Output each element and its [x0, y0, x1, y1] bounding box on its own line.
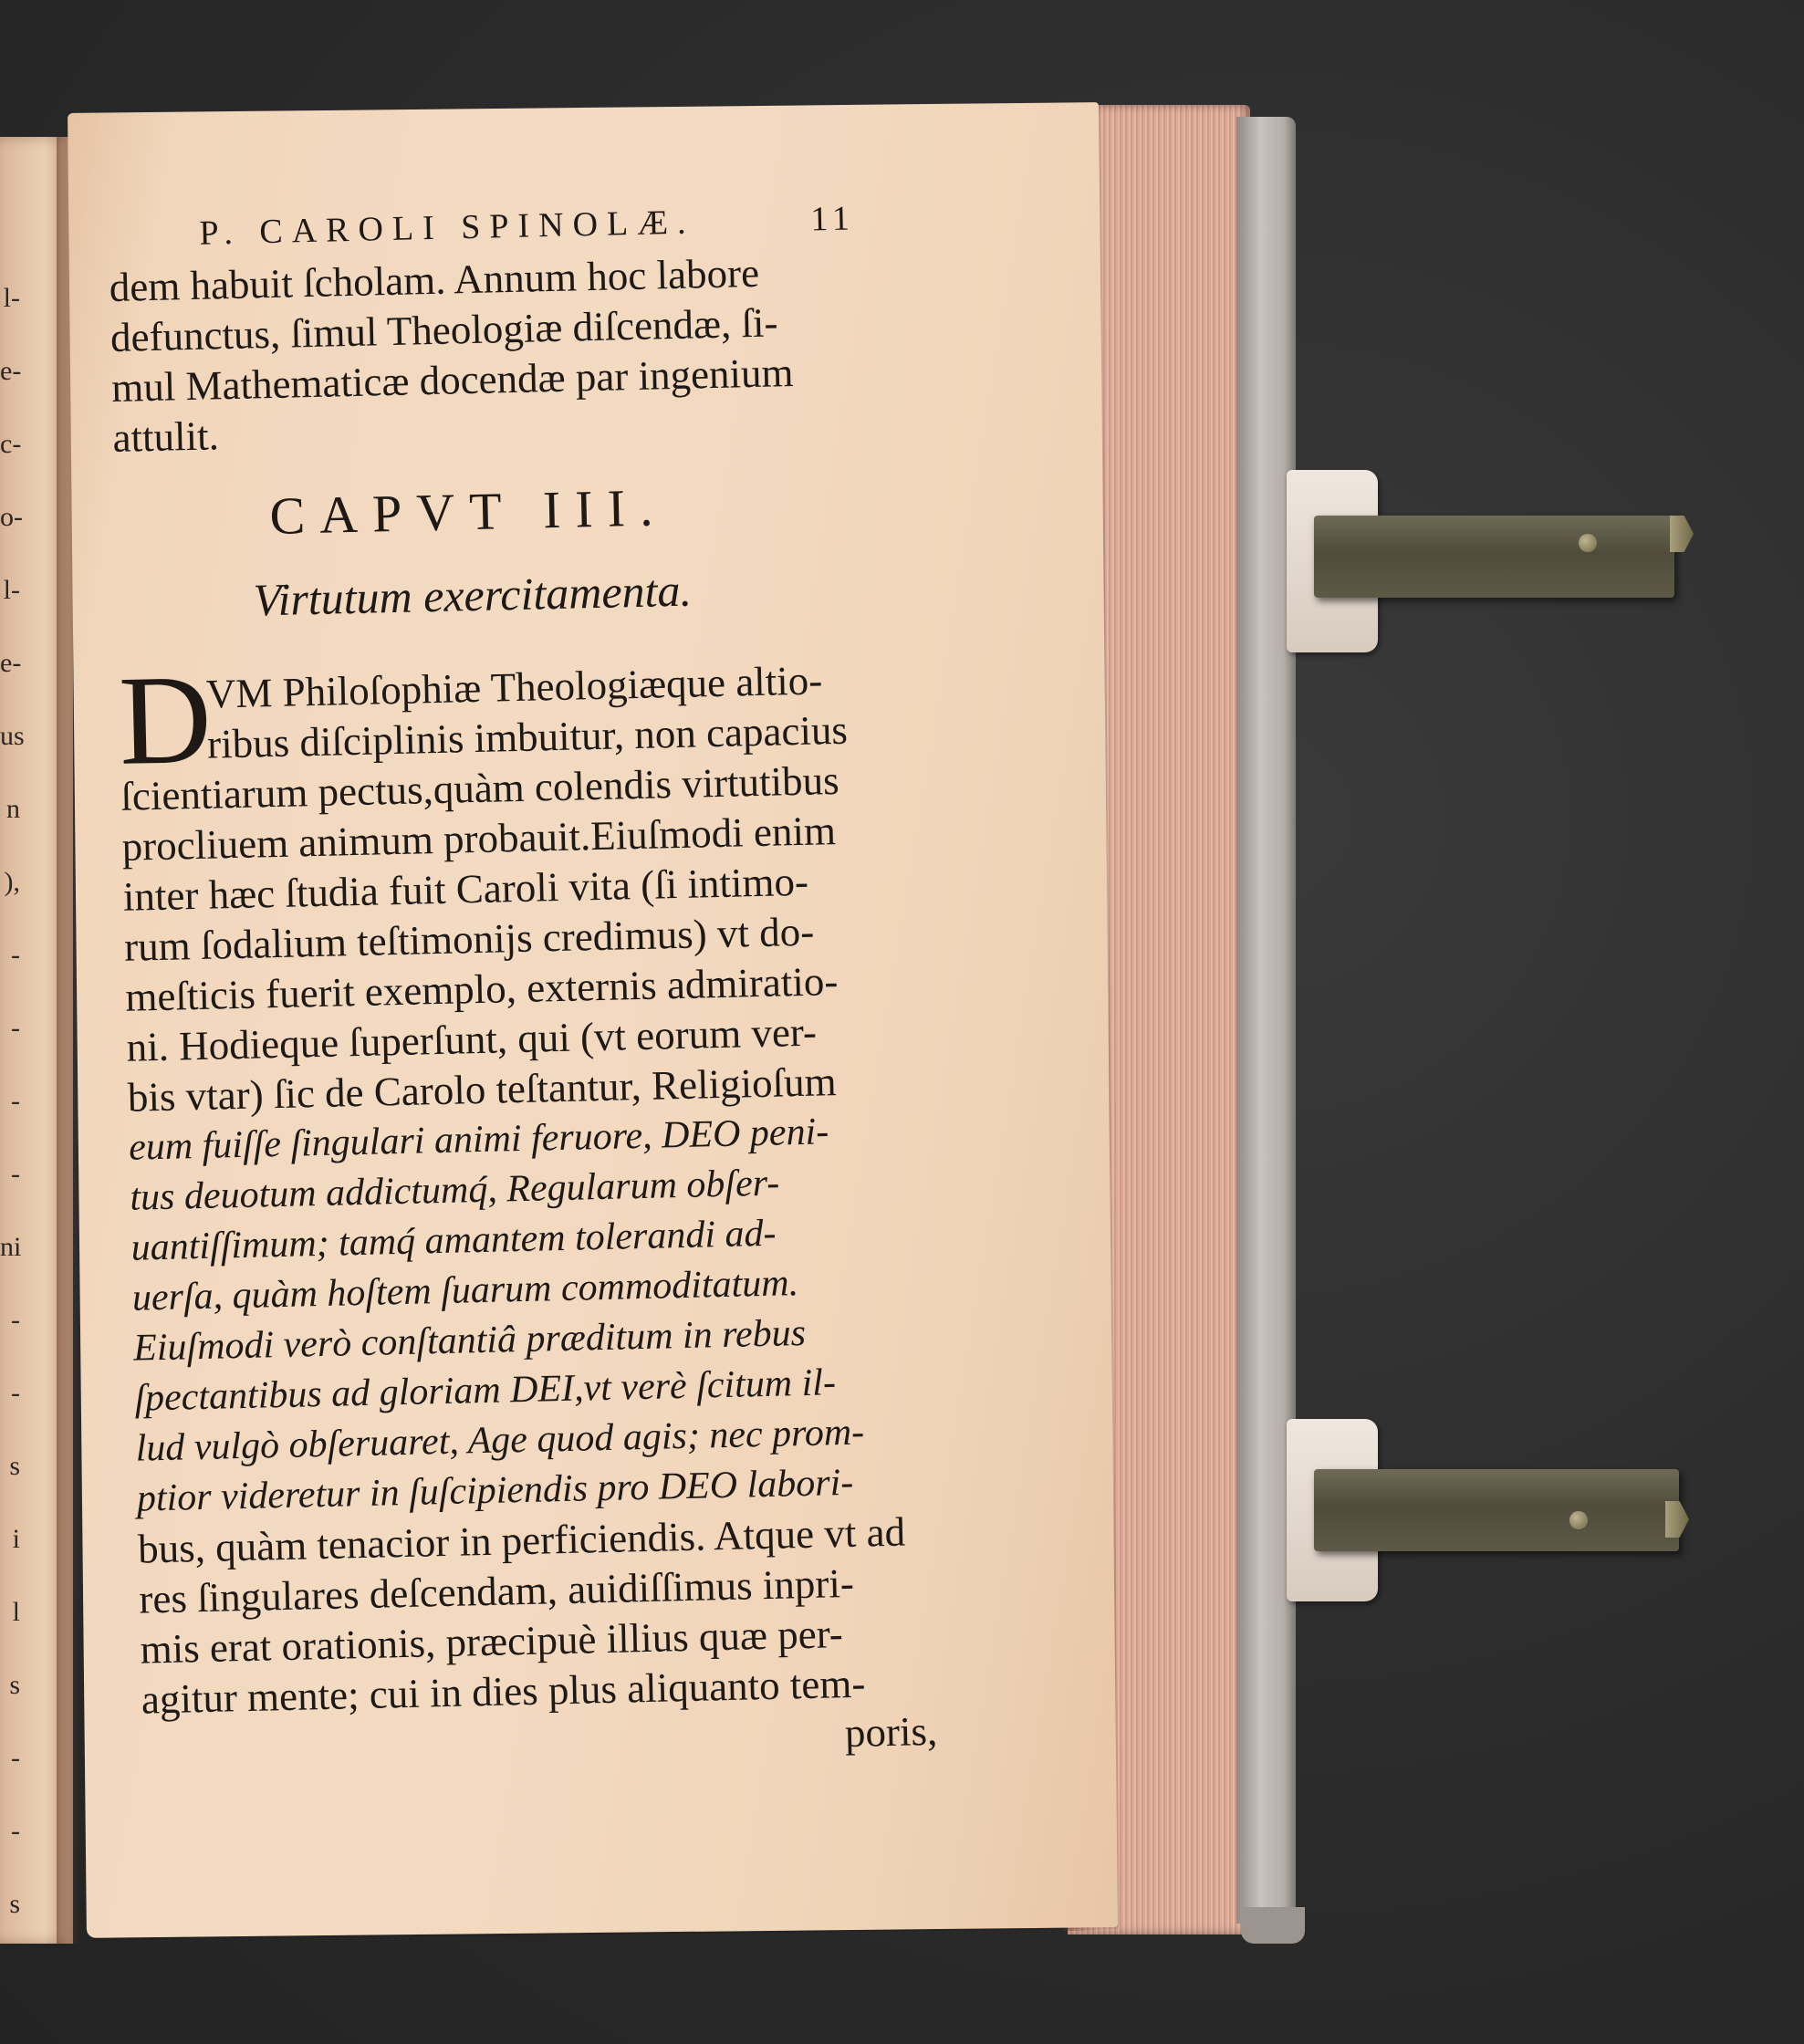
- text-line: res ſingulares deſcendam, auidiſſimus inpri-: [138, 1559, 855, 1622]
- clasp-rivet-icon: [1569, 1511, 1588, 1529]
- clasp-rivet-icon: [1579, 534, 1597, 552]
- drop-cap: D: [117, 648, 214, 792]
- text-line: bus, quàm tenacior in perficiendis. Atque vt ad: [137, 1508, 906, 1572]
- text-line: uerſa, quàm hoſtem ſuarum commoditatum.: [131, 1262, 799, 1319]
- text-line: agitur mente; cui in dies plus aliquanto tem-: [141, 1660, 866, 1723]
- left-page-fragment: l-: [3, 283, 20, 313]
- text-line: inter hæc ſtudia fuit Caroli vita (ſi intimo-: [122, 858, 809, 920]
- clasp-metal-upper: [1314, 516, 1674, 598]
- text-line: ni. Hodieque ſuperſunt, qui (vt eorum ver-: [126, 1008, 818, 1070]
- left-page-fragment: -: [11, 1378, 20, 1408]
- left-page-fragment: s: [9, 1670, 20, 1700]
- left-page-fragment: i: [12, 1524, 20, 1554]
- left-page-fragment: n: [6, 794, 20, 824]
- catchword: poris,: [844, 1707, 938, 1757]
- left-page-fragment: l: [12, 1597, 20, 1627]
- left-page-fragment: s: [9, 1889, 20, 1919]
- left-page-fragment: -: [11, 1816, 20, 1846]
- left-page-fragment: e-: [0, 356, 22, 386]
- chapter-subtitle: Virtutum exercitamenta.: [252, 564, 693, 626]
- text-line: VM Philoſophiæ Theologiæque altio-: [205, 657, 823, 717]
- text-line: uantiſſimum; tamq́ amantem tolerandi ad-: [130, 1212, 777, 1269]
- left-page-fragment: -: [11, 1743, 20, 1773]
- left-page-fragment: ),: [4, 867, 20, 897]
- text-line: ſcientiarum pectus,quàm colendis virtutibus: [120, 756, 840, 819]
- text-line: bis vtar) ſic de Carolo teſtantur, Religioſum: [127, 1058, 838, 1121]
- running-head-title: P. CAROLI SPINOLÆ.: [198, 203, 695, 253]
- page-number: 11: [809, 199, 856, 239]
- left-page-fragment: l-: [3, 575, 20, 605]
- book-cover-corner: [1241, 1907, 1305, 1944]
- left-page-fragment: s: [9, 1451, 20, 1481]
- left-page-fragment: e-: [0, 648, 22, 678]
- text-line: Eiuſmodi verò conſtantiâ præditum in rebus: [132, 1311, 807, 1370]
- text-line: dem habuit ſcholam. Annum hoc labore: [109, 249, 760, 310]
- clasp-metal-lower: [1314, 1469, 1679, 1551]
- text-line: tus deuotum addictumq́, Regularum obſer-: [129, 1162, 780, 1219]
- left-page-fragment: -: [11, 1086, 20, 1116]
- left-page-fragment: -: [11, 940, 20, 970]
- text-line: attulit.: [111, 412, 220, 461]
- book-cover-board: [1236, 117, 1296, 1924]
- text-line: meſticis fuerit exemplo, externis admiratio-: [124, 958, 839, 1020]
- left-page-fragment: o-: [0, 502, 23, 532]
- text-line: ptior videretur in ſuſcipiendis pro DEO labori-: [136, 1461, 854, 1520]
- text-line: rum ſodalium teſtimonijs credimus) vt do-: [123, 908, 815, 970]
- left-page-fragment: c-: [0, 429, 22, 459]
- text-line: ſpectantibus ad gloriam DEI,vt verè ſcitum il-: [133, 1361, 837, 1420]
- left-page-fragment: -: [11, 1305, 20, 1335]
- text-line: mul Mathematicæ docendæ par ingenium: [110, 349, 795, 411]
- chapter-title: CAPVT III.: [268, 477, 669, 547]
- text-line: ribus diſciplinis imbuitur, non capacius: [206, 706, 849, 767]
- text-line: procliuem animum probauit.Eiuſmodi enim: [121, 808, 837, 870]
- text-line: defunctus, ſimul Theologiæ diſcendæ, ſi-: [109, 299, 779, 360]
- left-page-fragment: -: [11, 1159, 20, 1189]
- left-page-fragment: ni: [0, 1232, 22, 1262]
- text-line: mis erat orationis, præcipuè illius quæ per-: [140, 1611, 844, 1673]
- left-page-fragment: -: [11, 1013, 20, 1043]
- text-line: eum fuiſſe ſingulari animi feruore, DEO peni-: [128, 1111, 829, 1169]
- text-line: lud vulgò obſeruaret, Age quod agis; nec prom-: [135, 1411, 865, 1470]
- left-page-fragment: us: [0, 721, 25, 751]
